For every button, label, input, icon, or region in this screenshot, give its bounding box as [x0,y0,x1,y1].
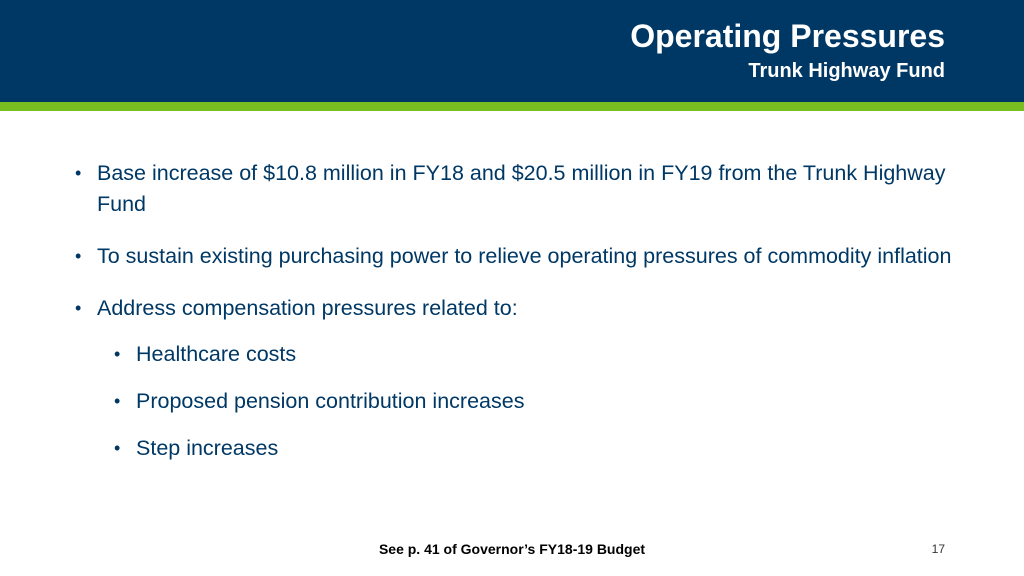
bullet-icon: • [114,344,121,364]
bullet-text: To sustain existing purchasing power to relieve operating pressures of commodity inflation [97,244,952,268]
bullet-text: Base increase of $10.8 million in FY18 and $20.5 million in FY19 from the Trunk Highway Fund [97,161,946,216]
slide-title: Operating Pressures [630,18,945,54]
slide-subtitle: Trunk Highway Fund [748,60,945,82]
bullet-item [75,241,967,272]
sub-bullet-text: Step increases [136,436,279,460]
bullet-icon: • [75,246,82,266]
sub-bullet-item [114,339,967,370]
bullet-icon: • [114,438,121,458]
header-accent-bar [0,102,1024,111]
footer-reference-note: See p. 41 of Governor’s FY18-19 Budget [378,541,646,557]
bullet-list [75,158,967,480]
bullet-icon: • [114,391,121,411]
sub-bullet-item [114,433,967,464]
sub-bullet-list [114,339,967,464]
sub-bullet-text: Proposed pension contribution increases [136,389,525,413]
sub-bullet-item [114,386,967,417]
bullet-item [75,158,967,220]
bullet-text: Address compensation pressures related to: [97,296,518,320]
bullet-icon: • [75,163,82,183]
sub-bullet-text: Healthcare costs [136,342,297,366]
bullet-item [75,293,967,324]
header-banner [0,0,1024,102]
bullet-icon: • [75,298,82,318]
page-number: 17 [931,542,945,556]
